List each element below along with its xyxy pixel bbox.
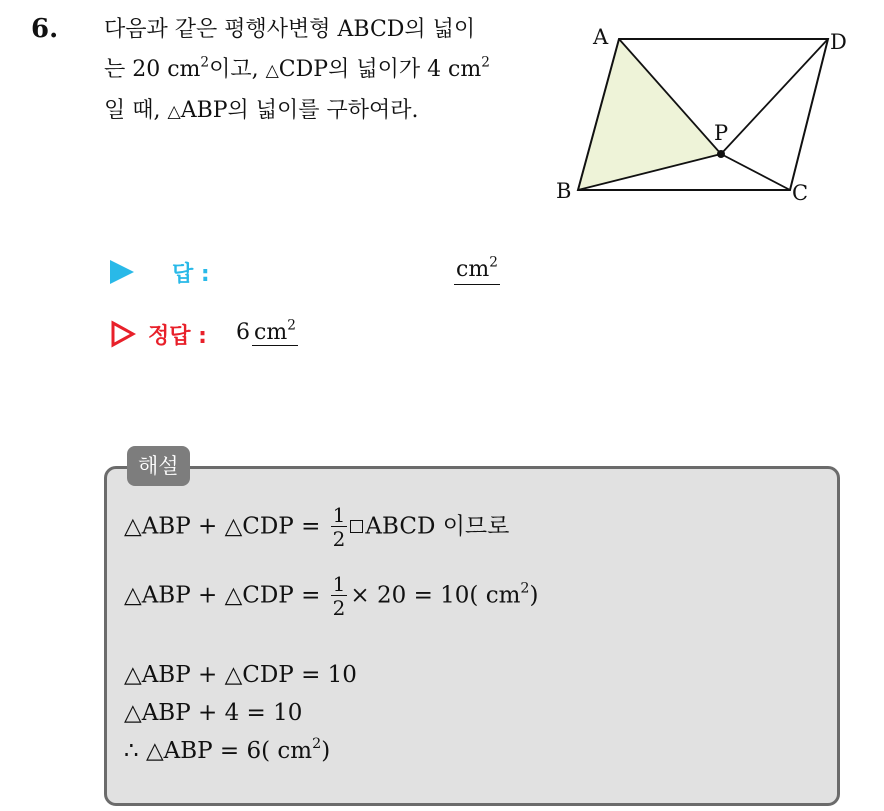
fraction-half: $\frac{1}{2}$ [332,503,346,551]
correct-answer-row [110,318,530,354]
correct-answer-label: 정답 : [148,324,207,349]
label-a: A [593,25,609,49]
answer-row [110,256,530,292]
solution-tag: 해설 [127,446,190,486]
parallelogram-figure [545,15,865,215]
correct-answer-value: 6 $cm^2$ [236,317,296,345]
segment-dp [721,39,828,154]
label-p: P [714,121,729,145]
label-b: B [556,179,572,203]
correct-answer-unit: $cm^2$ [254,317,296,345]
fraction-half: $\frac{1}{2}$ [332,572,346,620]
solution-line-4: △ABP + 4 = 10 [124,700,303,726]
question-line-3: 일 때, △ABP의 넓이를 구하여라. [104,98,419,123]
segment-cp [721,154,790,190]
point-p [717,150,725,158]
solution-line-3: △ABP + △CDP = 10 [124,662,357,688]
answer-label: 답 : [172,262,210,287]
solution-line-5: ∴ △ABP = 6( $cm^2$) [124,736,331,764]
parallelogram-symbol-icon [350,520,363,533]
question-line-2: 는 20 $cm^2$이고, △CDP의 넓이가 4 $cm^2$ [104,54,490,82]
label-c: C [792,181,809,205]
answer-blank[interactable]: $cm^2$ [454,256,500,285]
question-number: 6. [31,14,59,44]
question-line-1: 다음과 같은 평행사변형 ABCD의 넓이 [104,17,476,42]
outline-arrow-icon [110,320,136,348]
play-arrow-icon [110,260,134,284]
label-d: D [830,30,847,54]
question-text [104,10,534,132]
solution-line-2: △ABP + △CDP = $\frac{1}{2}$ × 20 = 10( $cm^2$) [124,572,539,620]
solution-line-1: △ABP + △CDP = $\frac{1}{2}$ ABCD 이므로 [124,503,510,551]
